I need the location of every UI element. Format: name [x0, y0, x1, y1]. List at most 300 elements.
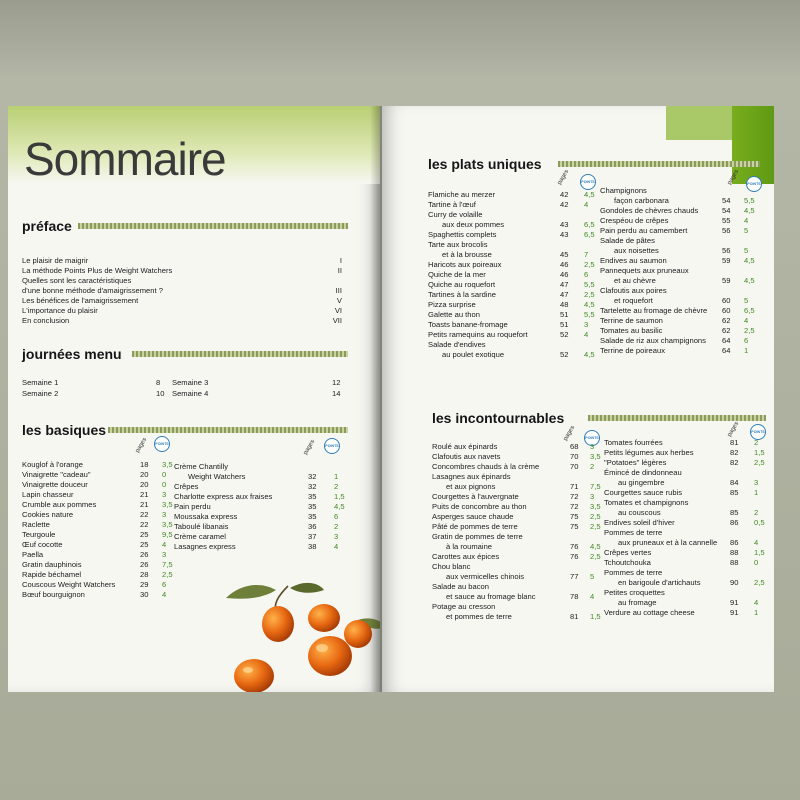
entry-points: 0: [162, 480, 167, 489]
toc-entry: [22, 520, 182, 530]
toc-entry: [428, 220, 608, 230]
entry-page: 20: [140, 470, 149, 479]
entry-title: et aux pignons: [446, 482, 496, 491]
entry-points: 3,5: [590, 502, 601, 511]
entry-page: 22: [140, 520, 149, 529]
entry-title: Pain perdu au camembert: [600, 226, 688, 235]
entry-points: 0,5: [754, 518, 765, 527]
entry-title: au poulet exotique: [442, 350, 505, 359]
toc-entry: [428, 300, 608, 310]
toc-entry: [600, 346, 770, 356]
entry-title: Verdure au cottage cheese: [604, 608, 695, 617]
toc-entry: [428, 280, 608, 290]
entry-page: 25: [140, 530, 149, 539]
entry-points: 5,5: [584, 310, 595, 319]
entry-title: aux deux pommes: [442, 220, 505, 229]
entry-page: 85: [730, 488, 739, 497]
toc-entry: [604, 528, 774, 538]
week-page: 14: [332, 389, 341, 398]
entry-title: au couscous: [618, 508, 661, 517]
entry-title: Paella: [22, 550, 44, 559]
entry-title: Tomates au basilic: [600, 326, 663, 335]
entry-points: 2,5: [584, 260, 595, 269]
toc-entry: [428, 350, 608, 360]
toc-entry: [432, 612, 608, 622]
basiques-list-2: [174, 462, 354, 552]
toc-entry: [428, 290, 608, 300]
entry-page: VII: [332, 316, 342, 325]
entry-title: Couscous Weight Watchers: [22, 580, 116, 589]
toc-entry: [604, 598, 774, 608]
entry-page: 42: [560, 200, 569, 209]
toc-entry: [22, 296, 352, 306]
entry-title: Taboulé libanais: [174, 522, 229, 531]
entry-points: 3,5: [162, 500, 173, 509]
incontournables-list-2: [604, 438, 774, 618]
toc-entry: [604, 508, 774, 518]
toc-entry: [428, 330, 608, 340]
toc-entry: [604, 588, 774, 598]
entry-title: Champignons: [600, 186, 647, 195]
entry-page: VI: [334, 306, 342, 315]
entry-page: 36: [308, 522, 317, 531]
toc-entry: [174, 522, 354, 532]
section-rule: [588, 415, 766, 421]
entry-points: 2: [590, 462, 595, 471]
entry-title: Pâté de pommes de terre: [432, 522, 518, 531]
toc-entry: [22, 276, 352, 286]
pages-header: pages: [134, 436, 149, 454]
entry-title: et à la brousse: [442, 250, 492, 259]
entry-title: Tchoutchouka: [604, 558, 651, 567]
toc-entry: [174, 472, 354, 482]
toc-entry: [600, 256, 770, 266]
toc-entry: [174, 482, 354, 492]
entry-page: 78: [570, 592, 579, 601]
toc-entry: [600, 336, 770, 346]
entry-page: 56: [722, 226, 731, 235]
entry-title: Petits ramequins au roquefort: [428, 330, 528, 339]
entry-points: 4,5: [744, 276, 755, 285]
toc-entry: [432, 552, 608, 562]
entry-points: 4,5: [584, 300, 595, 309]
section-heading-journees: journées menu: [22, 346, 122, 362]
entry-title: Tartines à la sardine: [428, 290, 496, 299]
toc-entry: [428, 270, 608, 280]
entry-page: 30: [140, 590, 149, 599]
section-heading-incontournables: les incontournables: [432, 410, 565, 426]
toc-entry: [604, 568, 774, 578]
preface-list: [22, 256, 352, 326]
toc-entry: [432, 522, 608, 532]
toc-entry: [428, 250, 608, 260]
entry-title: Toasts banane-fromage: [428, 320, 508, 329]
plats-uniques-list-2: [600, 186, 770, 356]
entry-title: Endives soleil d'hiver: [604, 518, 675, 527]
entry-points: 4: [584, 330, 589, 339]
section-journees: [22, 346, 122, 362]
entry-points: 5,5: [744, 196, 755, 205]
entry-points: 3: [334, 532, 339, 541]
entry-points: 4: [590, 592, 595, 601]
toc-entry: [432, 542, 608, 552]
section-rule: [558, 161, 760, 167]
toc-entry: [22, 490, 182, 500]
entry-points: 6: [584, 270, 589, 279]
toc-entry: [174, 492, 354, 502]
entry-title: et au chèvre: [614, 276, 656, 285]
entry-points: 2,5: [590, 512, 601, 521]
toc-entry: [604, 488, 774, 498]
entry-points: 3: [754, 478, 759, 487]
entry-title: Œuf cocotte: [22, 540, 63, 549]
entry-title: d'une bonne méthode d'amaigrissement ?: [22, 286, 163, 295]
pages-header: pages: [556, 168, 571, 186]
entry-title: Lasagnes express: [174, 542, 236, 551]
toc-entry: [22, 266, 352, 276]
entry-title: Roulé aux épinards: [432, 442, 498, 451]
section-plats-uniques: [428, 156, 542, 172]
entry-title: Chou blanc: [432, 562, 471, 571]
entry-points: 1: [754, 608, 759, 617]
plats-uniques-list-1: [428, 190, 608, 360]
points-icon: POINTS: [584, 430, 600, 446]
section-incontournables: [432, 410, 564, 426]
toc-entry: [600, 186, 770, 196]
entry-page: 43: [560, 220, 569, 229]
entry-title: aux pruneaux et à la cannelle: [618, 538, 718, 547]
entry-page: III: [335, 286, 342, 295]
pages-header: pages: [562, 424, 577, 442]
entry-page: 54: [722, 206, 731, 215]
entry-title: Cookies nature: [22, 510, 74, 519]
entry-points: 7,5: [162, 560, 173, 569]
toc-entry: [22, 286, 352, 296]
entry-points: 4,5: [744, 206, 755, 215]
entry-title: à la roumaine: [446, 542, 493, 551]
entry-title: Salade au bacon: [432, 582, 490, 591]
entry-points: 2: [754, 438, 759, 447]
entry-points: 2,5: [590, 552, 601, 561]
toc-entry: [22, 510, 182, 520]
entry-title: Crespéou de crêpes: [600, 216, 669, 225]
right-page: [382, 106, 774, 692]
entry-title: En conclusion: [22, 316, 70, 325]
entry-title: Pain perdu: [174, 502, 211, 511]
entry-page: 28: [140, 570, 149, 579]
entry-title: Puits de concombre au thon: [432, 502, 527, 511]
entry-points: 4,5: [334, 502, 345, 511]
entry-title: Weight Watchers: [188, 472, 246, 481]
entry-title: Galette au thon: [428, 310, 480, 319]
entry-page: 68: [570, 442, 579, 451]
toc-entry: [174, 512, 354, 522]
toc-entry: [432, 442, 608, 452]
toc-entry: [22, 460, 182, 470]
entry-points: 4: [744, 216, 749, 225]
entry-page: 18: [140, 460, 149, 469]
entry-page: 56: [722, 246, 731, 255]
entry-page: 88: [730, 558, 739, 567]
entry-page: 47: [560, 290, 569, 299]
entry-page: 59: [722, 256, 731, 265]
entry-points: 1,5: [334, 492, 345, 501]
entry-page: 35: [308, 492, 317, 501]
corner-accent: [666, 106, 732, 140]
entry-page: 85: [730, 508, 739, 517]
entry-title: Tarte aux brocolis: [428, 240, 488, 249]
entry-title: Les bénéfices de l'amaigrissement: [22, 296, 139, 305]
toc-entry: [22, 540, 182, 550]
toc-entry: [604, 498, 774, 508]
entry-page: 75: [570, 522, 579, 531]
toc-entry: [604, 468, 774, 478]
entry-points: 3,5: [162, 460, 173, 469]
toc-entry: [22, 470, 182, 480]
entry-page: 20: [140, 480, 149, 489]
toc-entry: [22, 480, 182, 490]
toc-entry: [432, 462, 608, 472]
entry-title: Rapide béchamel: [22, 570, 82, 579]
entry-title: "Potatoes" légères: [604, 458, 667, 467]
toc-entry: [432, 582, 608, 592]
incontournables-list-1: [432, 442, 608, 622]
entry-page: 47: [560, 280, 569, 289]
entry-page: 51: [560, 310, 569, 319]
entry-title: Courgettes sauce rubis: [604, 488, 683, 497]
section-rule: [78, 223, 348, 229]
entry-points: 6,5: [584, 220, 595, 229]
toc-entry: [174, 532, 354, 542]
points-icon: POINTS: [154, 436, 170, 452]
entry-points: 6,5: [744, 306, 755, 315]
entry-title: Crème caramel: [174, 532, 226, 541]
entry-page: 82: [730, 448, 739, 457]
entry-points: 7: [584, 250, 589, 259]
entry-title: Clafoutis aux navets: [432, 452, 501, 461]
entry-points: 6: [162, 580, 167, 589]
entry-page: 22: [140, 510, 149, 519]
entry-title: Pommes de terre: [604, 568, 663, 577]
toc-entry: [604, 548, 774, 558]
entry-title: Tomates fourrées: [604, 438, 663, 447]
entry-points: 3: [162, 510, 167, 519]
entry-title: Flamiche au merzer: [428, 190, 496, 199]
toc-entry: [22, 316, 352, 326]
entry-page: 46: [560, 260, 569, 269]
entry-title: au gingembre: [618, 478, 665, 487]
page-title: Sommaire: [24, 133, 226, 185]
entry-points: 2,5: [754, 458, 765, 467]
toc-entry: [600, 296, 770, 306]
toc-entry: [432, 452, 608, 462]
entry-title: Crumble aux pommes: [22, 500, 97, 509]
entry-points: 1: [744, 346, 749, 355]
entry-title: Vinaigrette "cadeau": [22, 470, 91, 479]
toc-entry: [22, 530, 182, 540]
toc-entry: [432, 592, 608, 602]
entry-page: V: [336, 296, 342, 305]
entry-points: 4: [584, 200, 589, 209]
entry-page: 46: [560, 270, 569, 279]
entry-title: au fromage: [618, 598, 657, 607]
toc-entry: [600, 306, 770, 316]
entry-page: 35: [308, 512, 317, 521]
entry-page: 35: [308, 502, 317, 511]
entry-title: Petites croquettes: [604, 588, 665, 597]
section-heading-preface: préface: [22, 218, 72, 234]
section-rule: [132, 351, 348, 357]
toc-entry: [600, 196, 770, 206]
entry-title: Salade de pâtes: [600, 236, 655, 245]
entry-page: 48: [560, 300, 569, 309]
toc-entry: [604, 538, 774, 548]
entry-page: 32: [308, 472, 317, 481]
toc-entry: [22, 560, 182, 570]
entry-title: Gondoles de chèvres chauds: [600, 206, 699, 215]
week-page: 10: [156, 389, 165, 398]
entry-page: 62: [722, 326, 731, 335]
entry-title: Moussaka express: [174, 512, 238, 521]
entry-page: 52: [560, 350, 569, 359]
entry-title: Spaghettis complets: [428, 230, 497, 239]
entry-points: 2,5: [754, 578, 765, 587]
entry-page: 21: [140, 500, 149, 509]
toc-entry: [600, 246, 770, 256]
week-label: Semaine 3: [172, 378, 209, 387]
week-label: Semaine 2: [22, 389, 59, 398]
entry-page: 25: [140, 540, 149, 549]
toc-entry: [428, 190, 608, 200]
entry-points: 5: [744, 246, 749, 255]
entry-page: 45: [560, 250, 569, 259]
entry-page: 82: [730, 458, 739, 467]
entry-title: Raclette: [22, 520, 50, 529]
entry-page: 64: [722, 346, 731, 355]
entry-title: Pizza surprise: [428, 300, 476, 309]
toc-entry: [604, 438, 774, 448]
entry-points: 4,5: [584, 350, 595, 359]
entry-page: 62: [722, 316, 731, 325]
entry-points: 5: [744, 226, 749, 235]
entry-points: 3: [590, 442, 595, 451]
entry-points: 1,5: [754, 448, 765, 457]
entry-title: Terrine de poireaux: [600, 346, 666, 355]
week-page: 8: [156, 378, 161, 387]
points-icon: POINTS: [324, 438, 340, 454]
entry-points: 5: [744, 296, 749, 305]
toc-entry: [600, 266, 770, 276]
entry-points: 3,5: [590, 452, 601, 461]
left-page: [8, 106, 380, 692]
entry-points: 2,5: [162, 570, 173, 579]
entry-title: et sauce au fromage blanc: [446, 592, 536, 601]
toc-entry: [428, 260, 608, 270]
entry-points: 2,5: [744, 326, 755, 335]
entry-title: Lapin chasseur: [22, 490, 74, 499]
kumquat-photo: [218, 576, 380, 692]
entry-page: 55: [722, 216, 731, 225]
entry-title: Quiche au roquefort: [428, 280, 496, 289]
entry-title: Tomates et champignons: [604, 498, 689, 507]
toc-entry: [432, 562, 608, 572]
toc-entry: [600, 206, 770, 216]
entry-title: Teurgoule: [22, 530, 56, 539]
toc-entry: [600, 276, 770, 286]
week-label: Semaine 4: [172, 389, 209, 398]
entry-points: 3: [162, 550, 167, 559]
entry-title: Tartelette au fromage de chèvre: [600, 306, 708, 315]
entry-points: 9,5: [162, 530, 173, 539]
toc-entry: [428, 210, 608, 220]
entry-title: et pommes de terre: [446, 612, 512, 621]
toc-entry: [22, 500, 182, 510]
toc-entry: [22, 306, 352, 316]
entry-title: aux noisettes: [614, 246, 659, 255]
entry-points: 4,5: [590, 542, 601, 551]
toc-entry: [432, 532, 608, 542]
toc-entry: [432, 502, 608, 512]
entry-title: Terrine de saumon: [600, 316, 663, 325]
entry-title: L'importance du plaisir: [22, 306, 98, 315]
entry-page: 70: [570, 452, 579, 461]
entry-page: 60: [722, 306, 731, 315]
toc-entry: [428, 200, 608, 210]
entry-points: 2: [334, 482, 339, 491]
toc-entry: [604, 458, 774, 468]
entry-title: aux vermicelles chinois: [446, 572, 525, 581]
points-icon: POINTS: [580, 174, 596, 190]
toc-entry: [432, 492, 608, 502]
entry-title: et roquefort: [614, 296, 653, 305]
toc-entry: [22, 570, 182, 580]
toc-entry: [174, 542, 354, 552]
section-preface: [22, 218, 72, 234]
entry-points: 4: [162, 590, 167, 599]
entry-page: 90: [730, 578, 739, 587]
entry-page: 91: [730, 608, 739, 617]
entry-title: façon carbonara: [614, 196, 669, 205]
entry-page: 21: [140, 490, 149, 499]
entry-title: Charlotte express aux fraises: [174, 492, 273, 501]
entry-page: 81: [730, 438, 739, 447]
entry-points: 4: [754, 598, 759, 607]
entry-page: II: [337, 266, 342, 275]
toc-entry: [600, 286, 770, 296]
entry-title: Kouglof à l'orange: [22, 460, 83, 469]
toc-entry: [432, 572, 608, 582]
entry-points: 1: [754, 488, 759, 497]
toc-entry: [432, 472, 608, 482]
entry-page: 26: [140, 550, 149, 559]
toc-entry: [174, 462, 354, 472]
toc-entry: [174, 502, 354, 512]
entry-page: 91: [730, 598, 739, 607]
pages-header: pages: [726, 420, 741, 438]
entry-page: 84: [730, 478, 739, 487]
entry-points: 5: [590, 572, 595, 581]
kumquat-image: [218, 576, 380, 692]
toc-entry: [600, 226, 770, 236]
entry-title: Crêpes: [174, 482, 199, 491]
entry-page: 76: [570, 542, 579, 551]
entry-page: 43: [560, 230, 569, 239]
entry-points: 4: [744, 316, 749, 325]
toc-entry: [600, 216, 770, 226]
basiques-list-1: [22, 460, 182, 600]
entry-title: Curry de volaille: [428, 210, 483, 219]
entry-page: 59: [722, 276, 731, 285]
